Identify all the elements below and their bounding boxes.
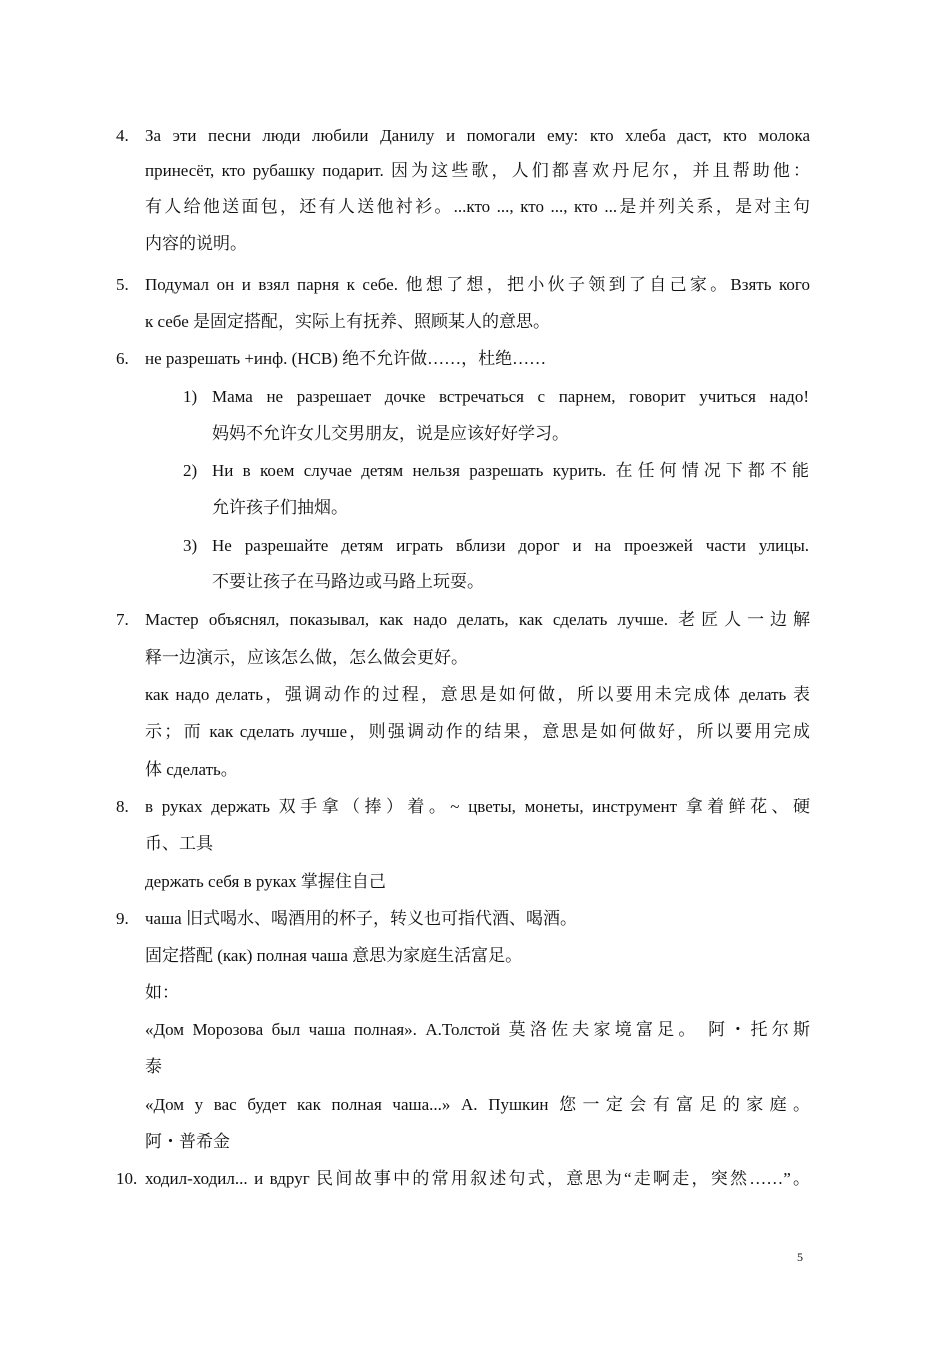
item-number: 6. xyxy=(116,349,129,368)
item-line: «Дом у вас будет как полная чаша...» А. Пушкин 您一定会有富足的家庭。 xyxy=(145,1095,810,1114)
item-line: ходил-ходил... и вдруг 民间故事中的常用叙述句式，意思为“走啊走，突然……”。 xyxy=(145,1169,810,1188)
item-line: 币、工具 xyxy=(145,834,213,853)
item-line: «Дом Морозова был чаша полная». А.Толстой 莫洛佐夫家境富足。 阿・托尔斯 xyxy=(145,1020,810,1039)
subitem-number: 3) xyxy=(183,536,198,555)
item-line: За эти песни люди любили Данилу и помогали ему: кто хлеба даст, кто молока xyxy=(145,126,810,145)
subitem-line: 不要让孩子在马路边或马路上玩耍。 xyxy=(212,572,484,591)
item-line: 如： xyxy=(145,983,179,1002)
subitem-line: 允许孩子们抽烟。 xyxy=(212,498,348,517)
item-line: 固定搭配 (как) полная чаша 意思为家庭生活富足。 xyxy=(145,946,523,965)
item-line: принесёт, кто рубашку подарит. 因为这些歌，人们都喜欢丹尼尔，并且帮助他： xyxy=(145,161,810,180)
item-line: 泰 xyxy=(145,1057,162,1076)
item-line: 体 сделать。 xyxy=(145,760,238,779)
item-line: 阿・普希金 xyxy=(145,1132,230,1151)
item-line: в руках держать 双手拿（捧）着。~ цветы, монеты, инструмент 拿着鲜花、硬 xyxy=(145,797,810,816)
item-line: 有人给他送面包，还有人送他衬衫。...кто ..., кто ..., кто ...是并列关系，是对主句 xyxy=(145,197,810,216)
item-line: не разрешать +инф. (НСВ) 绝不允许做……，杜绝…… xyxy=(145,349,547,368)
item-line: держать себя в руках 掌握住自己 xyxy=(145,872,386,891)
subitem-line: Не разрешайте детям играть вблизи дорог и на проезжей части улицы. xyxy=(212,536,809,555)
subitem-line: Ни в коем случае детям нельзя разрешать курить. 在任何情况下都不能 xyxy=(212,461,809,480)
item-line: Подумал он и взял парня к себе. 他想了想，把小伙子领到了自己家。Взять кого xyxy=(145,275,810,294)
item-line: чаша 旧式喝水、喝酒用的杯子，转义也可指代酒、喝酒。 xyxy=(145,909,577,928)
page-number: 5 xyxy=(797,1250,803,1264)
subitem-number: 2) xyxy=(183,461,198,480)
item-number: 9. xyxy=(116,909,129,928)
item-line: как надо делать，强调动作的过程，意思是如何做，所以要用未完成体 делать 表 xyxy=(145,685,810,704)
item-number: 8. xyxy=(116,797,129,816)
item-line: 内容的说明。 xyxy=(145,234,247,253)
item-number: 7. xyxy=(116,610,129,629)
item-number: 4. xyxy=(116,126,129,145)
subitem-line: Мама не разрешает дочке встречаться с парнем, говорит учиться надо! xyxy=(212,387,809,406)
item-number: 10. xyxy=(116,1169,138,1188)
item-number: 5. xyxy=(116,275,129,294)
item-line: 释一边演示，应该怎么做，怎么做会更好。 xyxy=(145,648,468,667)
item-line: 示；而 как сделать лучше，则强调动作的结果，意思是如何做好，所以要用完成 xyxy=(145,722,810,741)
item-line: Мастер объяснял, показывал, как надо делать, как сделать лучше. 老匠人一边解 xyxy=(145,610,810,629)
subitem-line: 妈妈不允许女儿交男朋友，说是应该好好学习。 xyxy=(212,424,569,443)
subitem-number: 1) xyxy=(183,387,198,406)
item-line: к себе 是固定搭配，实际上有抚养、照顾某人的意思。 xyxy=(145,312,551,331)
